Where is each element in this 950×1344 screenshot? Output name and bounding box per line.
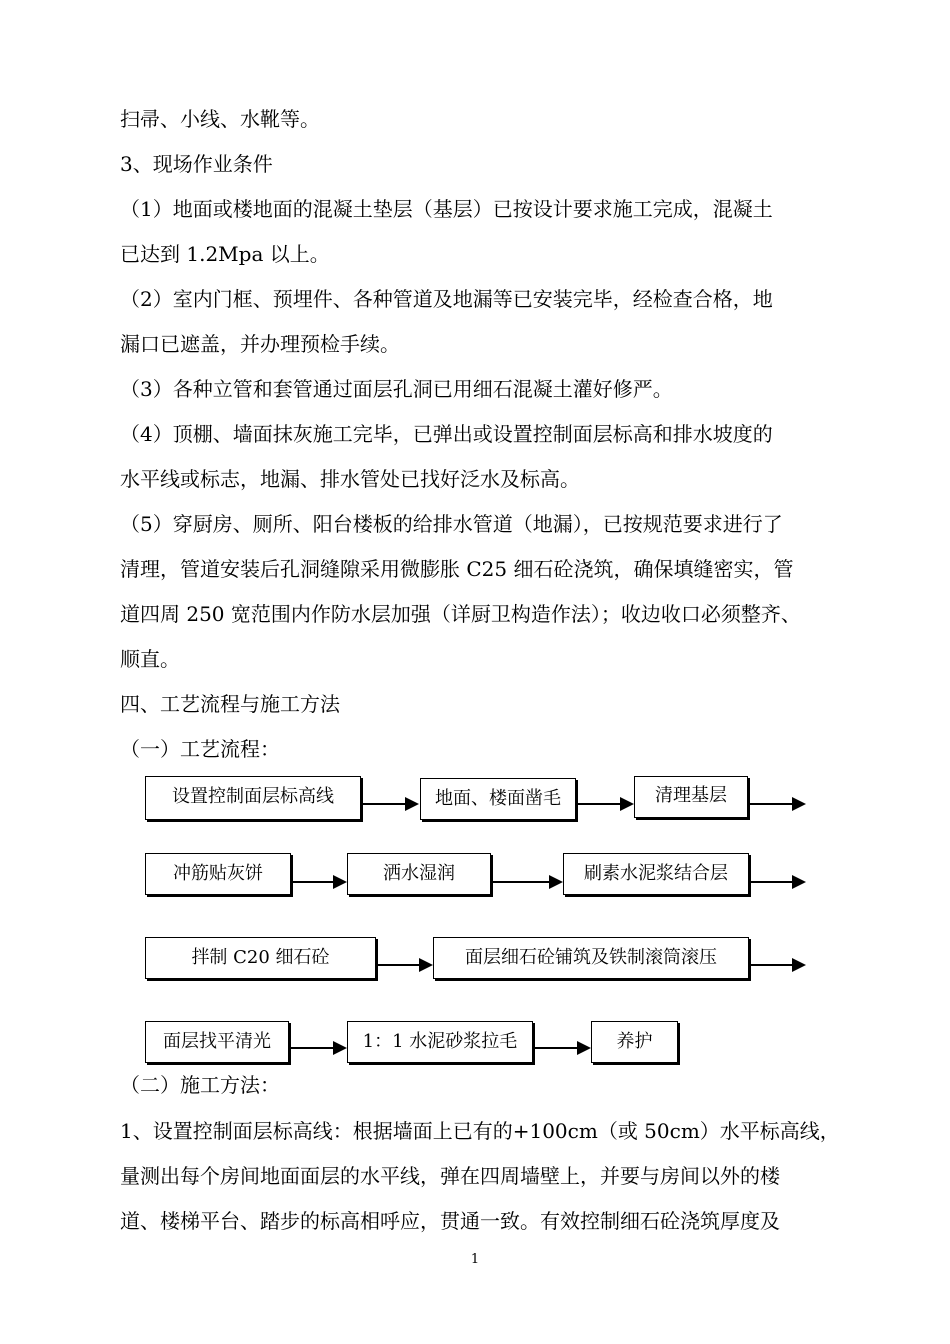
flow-box-chisel-floor: 地面、楼面凿毛 bbox=[420, 778, 576, 820]
flow-arrow bbox=[491, 881, 561, 883]
text-line: 量测出每个房间地面面层的水平线，弹在四周墙壁上，并要与房间以外的楼 bbox=[120, 1164, 780, 1188]
flow-box-curing: 养护 bbox=[591, 1021, 678, 1063]
flow-box-pour-and-roll: 面层细石砼铺筑及铁制滚筒滚压 bbox=[433, 937, 749, 979]
text-line: 清理，管道安装后孔洞缝隙采用微膨胀 C25 细石砼浇筑，确保填缝密实，管 bbox=[120, 557, 794, 581]
section-heading: 四、工艺流程与施工方法 bbox=[120, 692, 340, 716]
flow-arrow bbox=[376, 964, 431, 966]
flow-box-mortar-roughen: 1：1 水泥砂浆拉毛 bbox=[347, 1021, 533, 1063]
text-line: （2）室内门框、预埋件、各种管道及地漏等已安装完毕，经检查合格，地 bbox=[120, 287, 773, 311]
text-line: （3）各种立管和套管通过面层孔洞已用细石混凝土灌好修严。 bbox=[120, 377, 673, 401]
text-line: 道、楼梯平台、踏步的标高相呼应，贯通一致。有效控制细石砼浇筑厚度及 bbox=[120, 1209, 780, 1233]
text-line: （1）地面或楼地面的混凝土垫层（基层）已按设计要求施工完成，混凝土 bbox=[120, 197, 773, 221]
flow-arrow bbox=[749, 881, 804, 883]
subsection-heading: （一）工艺流程： bbox=[120, 737, 280, 761]
text-line: （5）穿厨房、厕所、阳台楼板的给排水管道（地漏），已按规范要求进行了 bbox=[120, 512, 783, 536]
flow-box-level-finish: 面层找平清光 bbox=[145, 1021, 289, 1063]
text-line: 已达到 1.2Mpa 以上。 bbox=[120, 242, 330, 266]
page-number: 1 bbox=[470, 1252, 480, 1267]
flow-arrow bbox=[748, 803, 804, 805]
flow-arrow bbox=[291, 881, 345, 883]
text-line: 1、设置控制面层标高线：根据墙面上已有的+100cm（或 50cm）水平标高线， bbox=[120, 1119, 840, 1143]
flow-arrow bbox=[361, 803, 417, 805]
flow-arrow bbox=[576, 803, 632, 805]
text-line: 扫帚、小线、水靴等。 bbox=[120, 107, 320, 131]
flow-arrow bbox=[749, 964, 804, 966]
flow-box-cement-slurry: 刷素水泥浆结合层 bbox=[563, 853, 749, 895]
section-heading: 3、现场作业条件 bbox=[120, 152, 273, 176]
flow-arrow bbox=[533, 1047, 589, 1049]
flow-arrow bbox=[289, 1047, 345, 1049]
flow-box-clean-base: 清理基层 bbox=[634, 776, 748, 818]
flow-box-water-wetting: 洒水湿润 bbox=[347, 853, 491, 895]
subsection-heading: （二）施工方法： bbox=[120, 1073, 280, 1097]
flow-box-mix-c20: 拌制 C20 细石砼 bbox=[145, 937, 376, 979]
flow-box-screed-strips: 冲筋贴灰饼 bbox=[145, 853, 291, 895]
text-line: 漏口已遮盖，并办理预检手续。 bbox=[120, 332, 400, 356]
text-line: 顺直。 bbox=[120, 647, 180, 671]
text-line: 道四周 250 宽范围内作防水层加强（详厨卫构造作法）；收边收口必须整齐、 bbox=[120, 602, 801, 626]
text-line: （4）顶棚、墙面抹灰施工完毕，已弹出或设置控制面层标高和排水坡度的 bbox=[120, 422, 773, 446]
text-line: 水平线或标志，地漏、排水管处已找好泛水及标高。 bbox=[120, 467, 580, 491]
flow-box-set-elevation-line: 设置控制面层标高线 bbox=[145, 776, 361, 820]
